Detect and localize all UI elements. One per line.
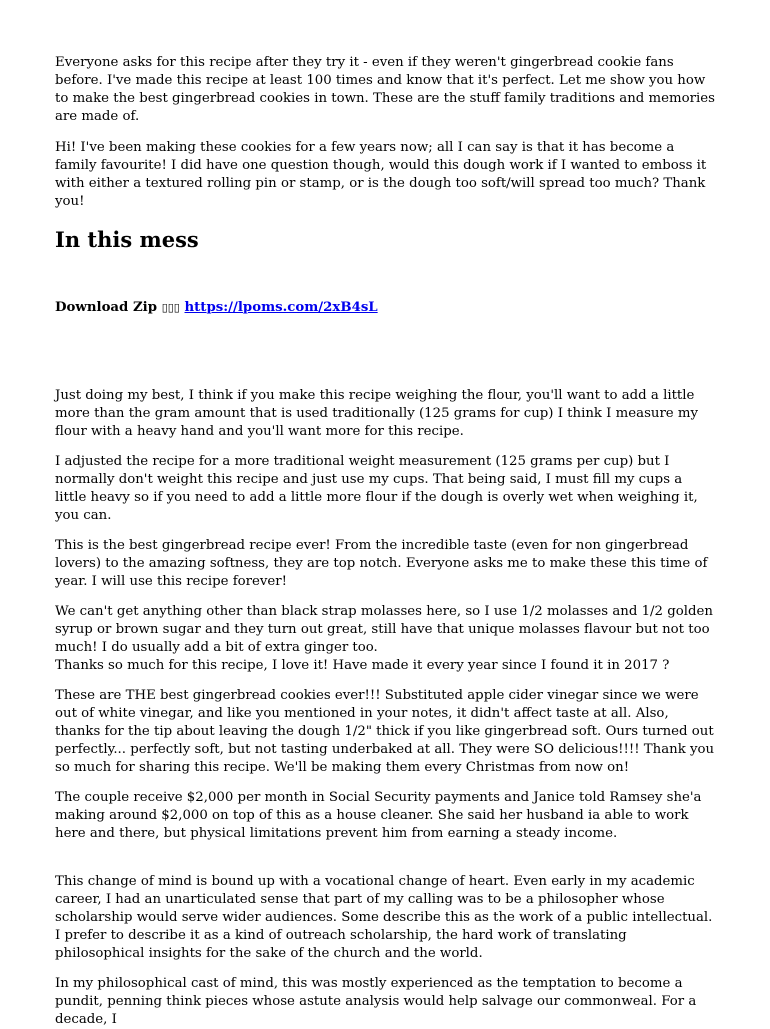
body-paragraph-molasses: [55, 603, 717, 675]
body-paragraph-change-of-mind: This change of mind is bound up with a vocational change of heart. Even early in my academic career, I had an unarticulated sense that part of my calling was to be a philosopher whose scholarship would serve wider audiences. Some describe this as the work of a public intellectual. I prefer to describe it as a kind of outreach scholarship, the hard work of translating philosophical insights for the sake of the church and the world.: [55, 874, 713, 961]
body-paragraph-philosophical: In my philosophical cast of mind, this was mostly experienced as the temptation to become a pundit, penning think pieces whose astute analysis would help salvage our commonweal. For a decade, I: [55, 976, 697, 1027]
download-line: [55, 299, 717, 317]
body-paragraph-best-recipe: This is the best gingerbread recipe ever! From the incredible taste (even for non gingerbread lovers) to the amazing softness, they are top notch. Everyone asks me to make these this time of year. I will use this recipe forever!: [55, 538, 708, 589]
body-paragraph-weighing: Just doing my best, I think if you make this recipe weighing the flour, you'll want to add a little more than the gram amount that is used traditionally (125 grams for cup) I think I measure my flour with a heavy hand and you'll want more for this recipe.: [55, 388, 699, 439]
download-label: Download Zip: [55, 300, 158, 315]
thanks-text: Thanks so much for this recipe, I love it! Have made it every year since I found it in 2017 ?: [55, 658, 670, 673]
intro-paragraph-2: Hi! I've been making these cookies for a few years now; all I can say is that it has become a family favourite! I did have one question though, would this dough work if I wanted to emboss it with either a textured rolling pin or stamp, or is the dough too soft/will spread too much? Thank you!: [55, 140, 707, 209]
body-paragraph-weight-measurement: I adjusted the recipe for a more traditional weight measurement (125 grams per cup) but I normally don't weight this recipe and just use my cups. That being said, I must fill my cups a little heavy so if you need to add a little more flour if the dough is overly wet when weighing it, you can.: [55, 454, 698, 523]
download-link[interactable]: https://lpoms.com/2xB4sL: [184, 300, 378, 315]
intro-paragraph-1: Everyone asks for this recipe after they try it - even if they weren't gingerbread cookie fans before. I've made this recipe at least 100 times and know that it's perfect. Let me show you how to make the best gingerbread cookies in town. These are the stuff family traditions and memories are made of.: [55, 55, 715, 124]
article-body: [55, 54, 717, 1029]
molasses-text: We can't get anything other than black strap molasses here, so I use 1/2 molasses and 1/2 golden syrup or brown sugar and they turn out great, still have that unique molasses flavour but not too much! I do usually add a bit of extra ginger too.: [55, 604, 713, 655]
placeholder-glyphs: ▯▯▯: [161, 301, 180, 314]
body-paragraph-social-security: The couple receive $2,000 per month in Social Security payments and Janice told Ramsey she'a making around $2,000 on top of this as a house cleaner. She said her husband ia able to work here and there, but physical limitations prevent him from earning a steady income.: [55, 790, 702, 841]
section-heading: In this mess: [55, 227, 199, 252]
body-paragraph-best-cookies: These are THE best gingerbread cookies ever!!! Substituted apple cider vinegar since we were out of white vinegar, and like you mentioned in your notes, it didn't affect taste at all. Also, thanks for the tip about leaving the dough 1/2" thick if you like gingerbread soft. Ours turned out perfectly... perfectly soft, but not tasting underbaked at all. They were SO delicious!!!! Thank you so much for sharing this recipe. We'll be making them every Christmas from now on!: [55, 688, 715, 775]
